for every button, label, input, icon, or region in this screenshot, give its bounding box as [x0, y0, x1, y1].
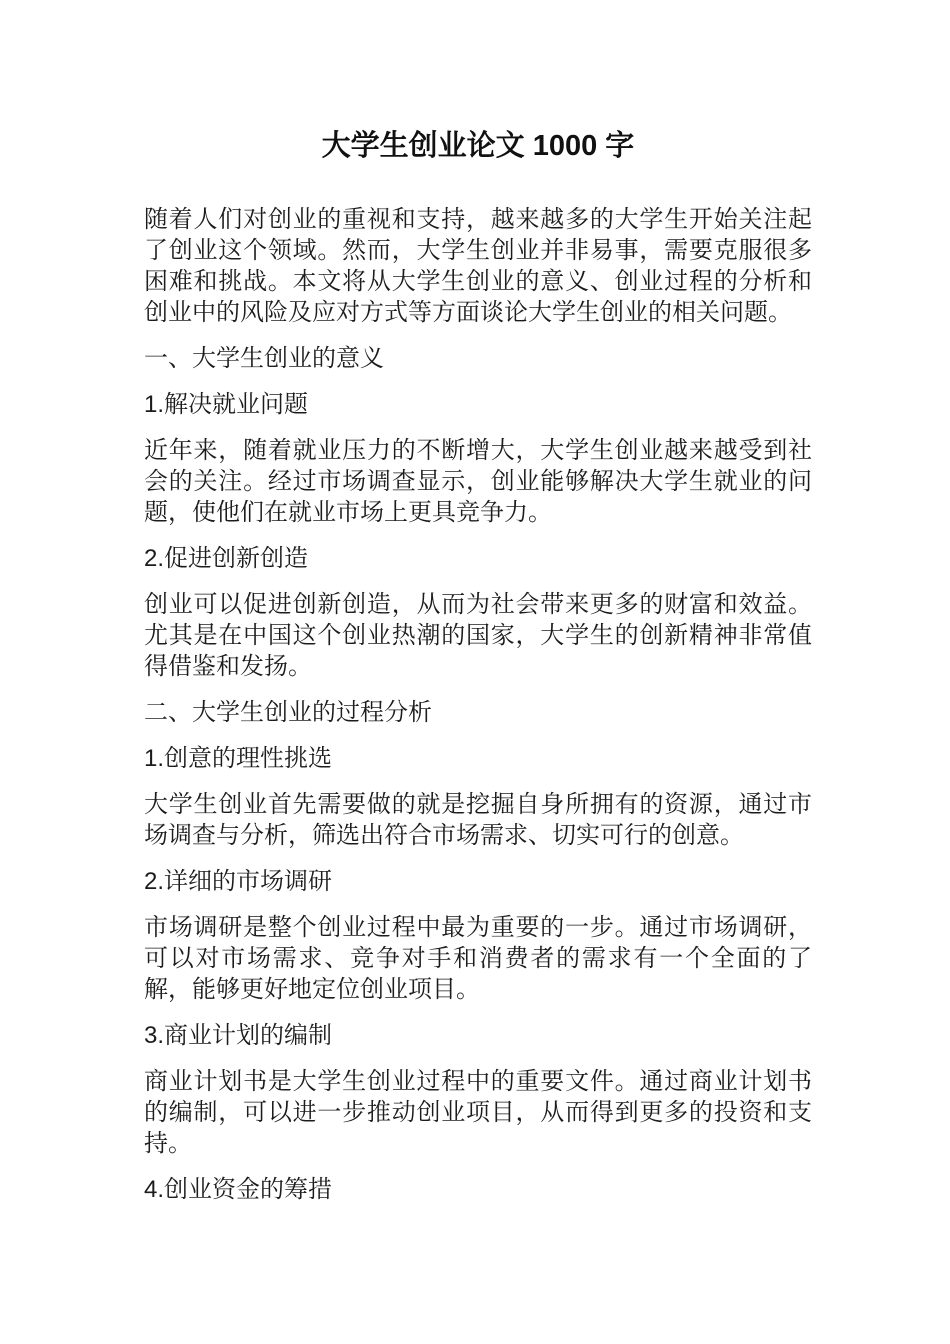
section-1-item-2-paragraph: 创业可以促进创新创造，从而为社会带来更多的财富和效益。尤其是在中国这个创业热潮的国家，大学生的创新精神非常值得借鉴和发扬。	[144, 591, 812, 680]
section-2-item-4-heading: 4.创业资金的筹措	[144, 1176, 333, 1203]
section-2-heading: 二、大学生创业的过程分析	[144, 699, 432, 726]
document-title: 大学生创业论文 1000 字	[321, 130, 635, 162]
section-2-item-1-paragraph: 大学生创业首先需要做的就是挖掘自身所拥有的资源，通过市场调查与分析，筛选出符合市场需求、切实可行的创意。	[144, 791, 812, 849]
section-2-item-2-paragraph: 市场调研是整个创业过程中最为重要的一步。通过市场调研，可以对市场需求、竞争对手和消费者的需求有一个全面的了解，能够更好地定位创业项目。	[144, 914, 812, 1003]
intro-paragraph: 随着人们对创业的重视和支持，越来越多的大学生开始关注起了创业这个领域。然而，大学生创业并非易事，需要克服很多困难和挑战。本文将从大学生创业的意义、创业过程的分析和创业中的风险及应对方式等方面谈论大学生创业的相关问题。	[144, 206, 812, 326]
section-2-item-1-heading: 1.创意的理性挑选	[144, 745, 333, 772]
section-1-item-1-heading: 1.解决就业问题	[144, 391, 309, 418]
section-1-item-1-paragraph: 近年来，随着就业压力的不断增大，大学生创业越来越受到社会的关注。经过市场调查显示，创业能够解决大学生就业的问题，使他们在就业市场上更具竞争力。	[144, 437, 812, 526]
section-2-item-3-heading: 3.商业计划的编制	[144, 1022, 333, 1049]
section-1-item-2-heading: 2.促进创新创造	[144, 545, 309, 572]
section-2-item-2-heading: 2.详细的市场调研	[144, 868, 333, 895]
section-2-item-3-paragraph: 商业计划书是大学生创业过程中的重要文件。通过商业计划书的编制，可以进一步推动创业项目，从而得到更多的投资和支持。	[144, 1068, 812, 1157]
section-1-heading: 一、大学生创业的意义	[144, 345, 384, 372]
